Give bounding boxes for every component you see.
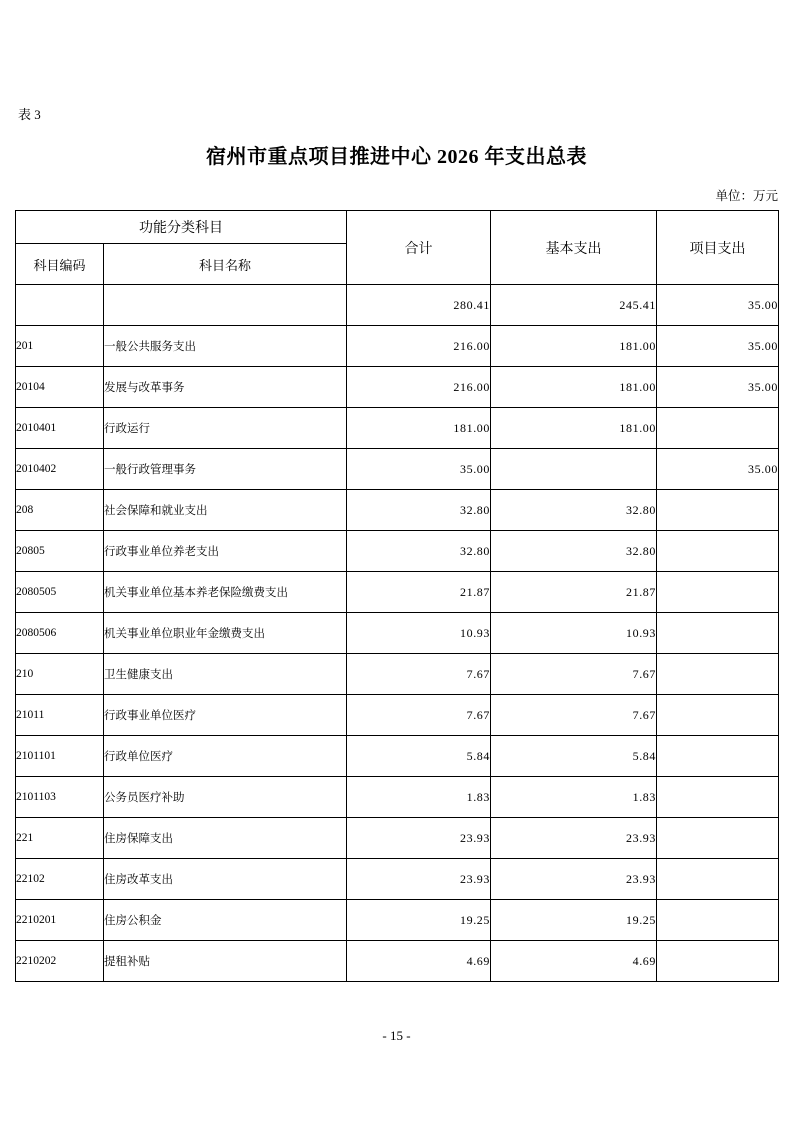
table-head	[16, 211, 779, 285]
cell-subject-name: 机关事业单位职业年金缴费支出	[104, 613, 347, 654]
cell-project	[657, 900, 779, 941]
cell-subject-name: 住房改革支出	[104, 859, 347, 900]
cell-project	[657, 941, 779, 982]
cell-subject-name: 住房公积金	[104, 900, 347, 941]
cell-project: 35.00	[657, 367, 779, 408]
cell-project: 35.00	[657, 326, 779, 367]
table-row	[16, 490, 779, 531]
cell-subject-name: 提租补贴	[104, 941, 347, 982]
cell-subject-name: 发展与改革事务	[104, 367, 347, 408]
cell-basic: 181.00	[491, 367, 657, 408]
cell-project: 35.00	[657, 449, 779, 490]
cell-subject-code: 22102	[16, 859, 104, 900]
header-basic-expenditure: 基本支出	[491, 211, 657, 285]
header-group-functional-category: 功能分类科目	[16, 211, 347, 244]
cell-subject-code: 2101103	[16, 777, 104, 818]
page-title: 宿州市重点项目推进中心 2026 年支出总表	[206, 146, 587, 168]
table-body	[16, 285, 779, 982]
cell-project	[657, 531, 779, 572]
cell-subject-name: 行政事业单位医疗	[104, 695, 347, 736]
cell-basic: 1.83	[491, 777, 657, 818]
cell-subject-code: 2080505	[16, 572, 104, 613]
header-project-expenditure: 项目支出	[657, 211, 779, 285]
table-row	[16, 736, 779, 777]
cell-subject-name: 卫生健康支出	[104, 654, 347, 695]
table-row	[16, 695, 779, 736]
cell-subject-code: 2080506	[16, 613, 104, 654]
cell-subject-name: 社会保障和就业支出	[104, 490, 347, 531]
cell-basic: 23.93	[491, 859, 657, 900]
header-subject-name: 科目名称	[104, 244, 347, 285]
table-row	[16, 859, 779, 900]
page-number: - 15 -	[382, 1028, 411, 1043]
cell-basic: 32.80	[491, 490, 657, 531]
cell-basic: 23.93	[491, 818, 657, 859]
cell-basic: 5.84	[491, 736, 657, 777]
cell-basic: 32.80	[491, 531, 657, 572]
table-row	[16, 818, 779, 859]
cell-basic: 21.87	[491, 572, 657, 613]
cell-subject-code: 20104	[16, 367, 104, 408]
table-row	[16, 613, 779, 654]
cell-total: 7.67	[347, 695, 491, 736]
cell-total: 181.00	[347, 408, 491, 449]
cell-subject-code	[16, 285, 104, 326]
cell-total: 1.83	[347, 777, 491, 818]
cell-subject-name: 一般公共服务支出	[104, 326, 347, 367]
table-row	[16, 408, 779, 449]
table-row	[16, 777, 779, 818]
cell-total: 32.80	[347, 531, 491, 572]
expenditure-table	[15, 210, 779, 982]
cell-total: 32.80	[347, 490, 491, 531]
header-subject-code: 科目编码	[16, 244, 104, 285]
cell-total: 5.84	[347, 736, 491, 777]
cell-total: 19.25	[347, 900, 491, 941]
cell-project	[657, 695, 779, 736]
cell-subject-name: 行政单位医疗	[104, 736, 347, 777]
cell-basic: 181.00	[491, 326, 657, 367]
cell-project	[657, 408, 779, 449]
table-label: 表 3	[18, 107, 41, 122]
cell-subject-code: 21011	[16, 695, 104, 736]
cell-project: 35.00	[657, 285, 779, 326]
cell-project	[657, 613, 779, 654]
cell-subject-name	[104, 285, 347, 326]
unit-note: 单位：万元	[715, 189, 778, 203]
cell-subject-name: 机关事业单位基本养老保险缴费支出	[104, 572, 347, 613]
cell-basic: 7.67	[491, 695, 657, 736]
cell-total: 35.00	[347, 449, 491, 490]
cell-total: 216.00	[347, 367, 491, 408]
cell-total: 10.93	[347, 613, 491, 654]
cell-basic: 181.00	[491, 408, 657, 449]
cell-project	[657, 736, 779, 777]
cell-subject-name: 公务员医疗补助	[104, 777, 347, 818]
header-total: 合计	[347, 211, 491, 285]
cell-total: 23.93	[347, 859, 491, 900]
cell-subject-name: 行政运行	[104, 408, 347, 449]
cell-basic: 19.25	[491, 900, 657, 941]
cell-basic: 7.67	[491, 654, 657, 695]
cell-subject-code: 2210201	[16, 900, 104, 941]
cell-total: 7.67	[347, 654, 491, 695]
table-row	[16, 285, 779, 326]
cell-total: 280.41	[347, 285, 491, 326]
cell-project	[657, 572, 779, 613]
cell-subject-name: 住房保障支出	[104, 818, 347, 859]
cell-basic: 245.41	[491, 285, 657, 326]
cell-total: 4.69	[347, 941, 491, 982]
cell-subject-name: 一般行政管理事务	[104, 449, 347, 490]
cell-subject-code: 210	[16, 654, 104, 695]
table-row	[16, 900, 779, 941]
cell-subject-code: 20805	[16, 531, 104, 572]
cell-project	[657, 654, 779, 695]
cell-subject-code: 201	[16, 326, 104, 367]
cell-subject-code: 2210202	[16, 941, 104, 982]
cell-subject-code: 2101101	[16, 736, 104, 777]
cell-subject-code: 2010401	[16, 408, 104, 449]
table-row	[16, 572, 779, 613]
cell-total: 21.87	[347, 572, 491, 613]
table-row	[16, 449, 779, 490]
table-row	[16, 326, 779, 367]
cell-total: 216.00	[347, 326, 491, 367]
cell-project	[657, 490, 779, 531]
table-row	[16, 654, 779, 695]
cell-subject-name: 行政事业单位养老支出	[104, 531, 347, 572]
cell-subject-code: 2010402	[16, 449, 104, 490]
cell-basic: 10.93	[491, 613, 657, 654]
cell-project	[657, 818, 779, 859]
table-row	[16, 941, 779, 982]
cell-total: 23.93	[347, 818, 491, 859]
cell-project	[657, 777, 779, 818]
cell-subject-code: 208	[16, 490, 104, 531]
cell-project	[657, 859, 779, 900]
cell-basic	[491, 449, 657, 490]
table-row	[16, 367, 779, 408]
table-header-row-group	[16, 211, 779, 244]
cell-subject-code: 221	[16, 818, 104, 859]
cell-basic: 4.69	[491, 941, 657, 982]
table-row	[16, 531, 779, 572]
